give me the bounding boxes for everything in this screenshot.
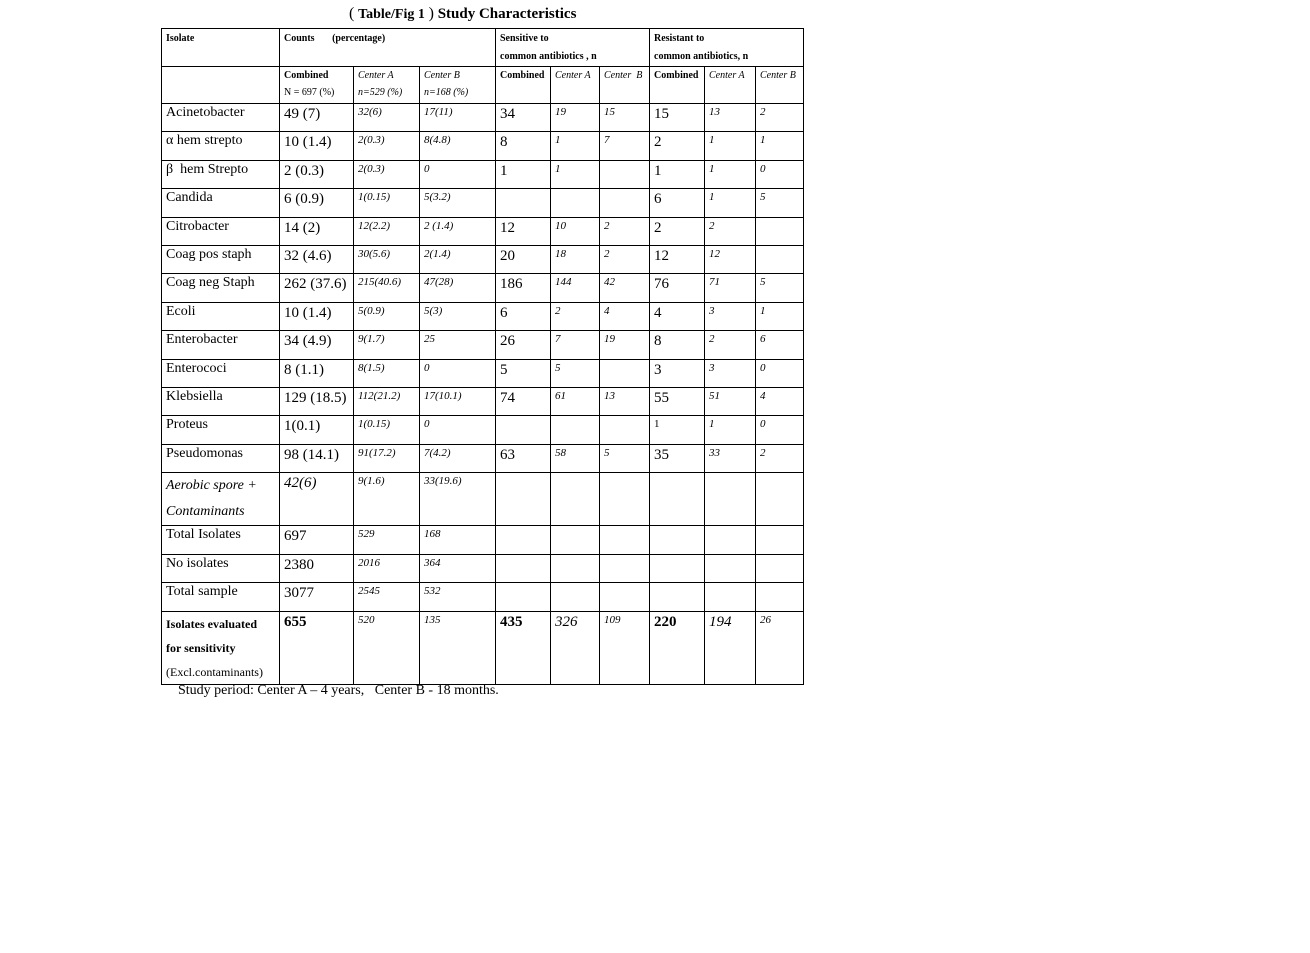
empty-cell bbox=[705, 526, 756, 555]
table-title bbox=[349, 5, 576, 23]
evaluated-line3: (Excl.contaminants) bbox=[166, 664, 263, 679]
sensitive-combined: 34 bbox=[496, 104, 551, 132]
sensitive-center-a: 7 bbox=[551, 331, 600, 359]
isolate-name: Acinetobacter bbox=[162, 104, 280, 132]
header-combined-label: Combined bbox=[284, 70, 329, 81]
isolate-name: α hem strepto bbox=[162, 132, 280, 160]
sensitive-center-a: 1 bbox=[551, 132, 600, 160]
center-a-count: 32(6) bbox=[354, 104, 420, 132]
sensitive-center-b: 42 bbox=[600, 274, 650, 302]
resistant-center-b: 0 bbox=[756, 416, 804, 444]
table-row bbox=[162, 104, 804, 132]
resistant-center-a: 2 bbox=[705, 331, 756, 359]
sensitive-center-a: 19 bbox=[551, 104, 600, 132]
combined-count: 1(0.1) bbox=[280, 416, 354, 444]
sensitive-combined: 186 bbox=[496, 274, 551, 302]
isolate-name: Pseudomonas bbox=[162, 444, 280, 472]
table-row bbox=[162, 245, 804, 273]
sensitive-combined: 8 bbox=[496, 132, 551, 160]
sensitive-combined: 26 bbox=[496, 331, 551, 359]
title-text: Study Characteristics bbox=[437, 6, 577, 22]
combined-count: 42(6) bbox=[280, 473, 354, 526]
table-row-total bbox=[162, 583, 804, 612]
resistant-combined: 4 bbox=[650, 302, 705, 330]
empty-cell bbox=[650, 583, 705, 612]
resistant-combined: 15 bbox=[650, 104, 705, 132]
combined-count: 6 (0.9) bbox=[280, 189, 354, 217]
combined-count: 697 bbox=[280, 526, 354, 555]
empty-cell bbox=[496, 554, 551, 583]
header-combined-n: N = 697 (%) bbox=[284, 87, 335, 98]
sensitive-center-b: 7 bbox=[600, 132, 650, 160]
isolate-name: β hem Strepto bbox=[162, 160, 280, 188]
center-b-count: 135 bbox=[420, 611, 496, 684]
resistant-center-b: 2 bbox=[756, 444, 804, 472]
empty-cell bbox=[551, 526, 600, 555]
table-row bbox=[162, 189, 804, 217]
center-b-count: 0 bbox=[420, 160, 496, 188]
resistant-combined: 12 bbox=[650, 245, 705, 273]
empty-cell bbox=[600, 554, 650, 583]
center-b-count: 8(4.8) bbox=[420, 132, 496, 160]
resistant-center-a: 12 bbox=[705, 245, 756, 273]
header-resistant-line2: common antibiotics, n bbox=[654, 51, 749, 62]
sensitive-center-a: 144 bbox=[551, 274, 600, 302]
study-characteristics-table bbox=[161, 28, 804, 685]
center-a-count: 112(21.2) bbox=[354, 387, 420, 415]
center-a-count: 2545 bbox=[354, 583, 420, 612]
header-s-combined: Combined bbox=[496, 67, 551, 104]
sensitive-combined bbox=[496, 189, 551, 217]
sensitive-center-b bbox=[600, 160, 650, 188]
empty-cell bbox=[650, 473, 705, 526]
header-sensitive bbox=[496, 29, 650, 67]
footnote: Study period: Center A – 4 years, Center B - 18 months. bbox=[178, 683, 499, 698]
isolate-name: Citrobacter bbox=[162, 217, 280, 245]
evaluated-line1: Isolates evaluated bbox=[166, 616, 257, 631]
resistant-center-b: 26 bbox=[756, 611, 804, 684]
header-r-center-a: Center A bbox=[705, 67, 756, 104]
sensitive-center-b: 2 bbox=[600, 217, 650, 245]
header-combined bbox=[280, 67, 354, 104]
empty-cell bbox=[551, 473, 600, 526]
combined-count: 2380 bbox=[280, 554, 354, 583]
table-row bbox=[162, 217, 804, 245]
isolate-name: Ecoli bbox=[162, 302, 280, 330]
combined-count: 655 bbox=[280, 611, 354, 684]
empty-cell bbox=[756, 554, 804, 583]
header-isolate: Isolate bbox=[162, 29, 280, 67]
header-resistant-line1: Resistant to bbox=[654, 33, 705, 44]
sensitive-center-b: 109 bbox=[600, 611, 650, 684]
header-row-1 bbox=[162, 29, 804, 67]
table-row bbox=[162, 302, 804, 330]
sensitive-center-b: 13 bbox=[600, 387, 650, 415]
center-a-count: 9(1.7) bbox=[354, 331, 420, 359]
center-a-count: 529 bbox=[354, 526, 420, 555]
header-center-b bbox=[420, 67, 496, 104]
header-center-b-n: n=168 (%) bbox=[424, 87, 469, 98]
center-a-count: 91(17.2) bbox=[354, 444, 420, 472]
sensitive-combined: 74 bbox=[496, 387, 551, 415]
center-b-count: 168 bbox=[420, 526, 496, 555]
isolate-name: Proteus bbox=[162, 416, 280, 444]
sensitive-combined: 12 bbox=[496, 217, 551, 245]
sensitive-center-b: 4 bbox=[600, 302, 650, 330]
sensitive-center-a: 10 bbox=[551, 217, 600, 245]
sensitive-combined bbox=[496, 416, 551, 444]
resistant-center-a: 3 bbox=[705, 359, 756, 387]
sensitive-center-b bbox=[600, 189, 650, 217]
resistant-center-a: 3 bbox=[705, 302, 756, 330]
isolate-name: Coag pos staph bbox=[162, 245, 280, 273]
aerobic-line2: Contaminants bbox=[166, 504, 245, 520]
combined-count: 129 (18.5) bbox=[280, 387, 354, 415]
resistant-combined: 2 bbox=[650, 132, 705, 160]
center-b-count: 17(10.1) bbox=[420, 387, 496, 415]
sensitive-combined: 1 bbox=[496, 160, 551, 188]
table-row-total bbox=[162, 526, 804, 555]
empty-cell bbox=[756, 526, 804, 555]
empty-cell bbox=[496, 583, 551, 612]
table-row bbox=[162, 387, 804, 415]
sensitive-center-b bbox=[600, 359, 650, 387]
center-b-count: 364 bbox=[420, 554, 496, 583]
sensitive-center-a: 326 bbox=[551, 611, 600, 684]
center-b-count: 47(28) bbox=[420, 274, 496, 302]
center-a-count: 30(5.6) bbox=[354, 245, 420, 273]
empty-cell bbox=[705, 473, 756, 526]
sensitive-center-b bbox=[600, 416, 650, 444]
resistant-combined: 220 bbox=[650, 611, 705, 684]
resistant-center-a: 1 bbox=[705, 160, 756, 188]
combined-count: 2 (0.3) bbox=[280, 160, 354, 188]
center-b-count: 0 bbox=[420, 416, 496, 444]
center-a-count: 2(0.3) bbox=[354, 160, 420, 188]
empty-cell bbox=[600, 473, 650, 526]
center-a-count: 520 bbox=[354, 611, 420, 684]
combined-count: 8 (1.1) bbox=[280, 359, 354, 387]
resistant-combined: 2 bbox=[650, 217, 705, 245]
center-b-count: 2(1.4) bbox=[420, 245, 496, 273]
title-open-paren: ( bbox=[349, 5, 355, 22]
combined-count: 98 (14.1) bbox=[280, 444, 354, 472]
header-r-combined: Combined bbox=[650, 67, 705, 104]
combined-count: 262 (37.6) bbox=[280, 274, 354, 302]
header-r-center-b: Center B bbox=[756, 67, 804, 104]
resistant-center-a: 1 bbox=[705, 132, 756, 160]
combined-count: 49 (7) bbox=[280, 104, 354, 132]
empty-cell bbox=[600, 583, 650, 612]
center-b-count: 33(19.6) bbox=[420, 473, 496, 526]
sensitive-combined: 6 bbox=[496, 302, 551, 330]
table-row bbox=[162, 274, 804, 302]
resistant-center-a: 71 bbox=[705, 274, 756, 302]
empty-cell bbox=[600, 526, 650, 555]
total-label: Total Isolates bbox=[162, 526, 280, 555]
resistant-combined: 8 bbox=[650, 331, 705, 359]
sensitive-center-a bbox=[551, 416, 600, 444]
resistant-combined: 3 bbox=[650, 359, 705, 387]
aerobic-line1: Aerobic spore + bbox=[166, 478, 257, 494]
header-center-a bbox=[354, 67, 420, 104]
title-close-paren: ) bbox=[428, 5, 434, 22]
resistant-combined: 1 bbox=[650, 160, 705, 188]
isolate-name: Enterobacter bbox=[162, 331, 280, 359]
combined-count: 10 (1.4) bbox=[280, 302, 354, 330]
sensitive-combined: 20 bbox=[496, 245, 551, 273]
resistant-combined: 35 bbox=[650, 444, 705, 472]
empty-cell bbox=[705, 583, 756, 612]
table-row bbox=[162, 132, 804, 160]
header-counts: Counts (percentage) bbox=[280, 29, 496, 67]
header-row-2 bbox=[162, 67, 804, 104]
sensitive-combined: 63 bbox=[496, 444, 551, 472]
sensitive-center-a: 61 bbox=[551, 387, 600, 415]
empty-cell bbox=[496, 473, 551, 526]
center-a-count: 215(40.6) bbox=[354, 274, 420, 302]
center-b-count: 5(3.2) bbox=[420, 189, 496, 217]
resistant-center-b: 5 bbox=[756, 189, 804, 217]
evaluated-label bbox=[162, 611, 280, 684]
center-b-count: 2 (1.4) bbox=[420, 217, 496, 245]
empty-cell bbox=[650, 526, 705, 555]
sensitive-center-b: 5 bbox=[600, 444, 650, 472]
sensitive-center-a: 5 bbox=[551, 359, 600, 387]
center-a-count: 2(0.3) bbox=[354, 132, 420, 160]
header-s-center-a: Center A bbox=[551, 67, 600, 104]
table-row-total bbox=[162, 554, 804, 583]
title-table-fig: Table/Fig 1 bbox=[358, 7, 425, 22]
resistant-center-b: 4 bbox=[756, 387, 804, 415]
isolate-name: Candida bbox=[162, 189, 280, 217]
header-center-a-n: n=529 (%) bbox=[358, 87, 403, 98]
empty-cell bbox=[551, 583, 600, 612]
resistant-center-b: 0 bbox=[756, 160, 804, 188]
resistant-center-a: 1 bbox=[705, 416, 756, 444]
header-s-center-b: Center B bbox=[600, 67, 650, 104]
resistant-center-b bbox=[756, 245, 804, 273]
sensitive-center-a: 58 bbox=[551, 444, 600, 472]
resistant-center-b: 6 bbox=[756, 331, 804, 359]
sensitive-center-b: 2 bbox=[600, 245, 650, 273]
center-a-count: 1(0.15) bbox=[354, 416, 420, 444]
center-a-count: 1(0.15) bbox=[354, 189, 420, 217]
resistant-center-b: 5 bbox=[756, 274, 804, 302]
center-b-count: 5(3) bbox=[420, 302, 496, 330]
sensitive-center-b: 19 bbox=[600, 331, 650, 359]
center-b-count: 7(4.2) bbox=[420, 444, 496, 472]
table-row-aerobic bbox=[162, 473, 804, 526]
resistant-combined: 76 bbox=[650, 274, 705, 302]
resistant-center-b: 0 bbox=[756, 359, 804, 387]
table-row bbox=[162, 416, 804, 444]
center-a-count: 2016 bbox=[354, 554, 420, 583]
center-a-count: 8(1.5) bbox=[354, 359, 420, 387]
sensitive-center-a: 1 bbox=[551, 160, 600, 188]
isolate-name: Klebsiella bbox=[162, 387, 280, 415]
empty-cell bbox=[650, 554, 705, 583]
center-a-count: 5(0.9) bbox=[354, 302, 420, 330]
combined-count: 14 (2) bbox=[280, 217, 354, 245]
resistant-center-a: 2 bbox=[705, 217, 756, 245]
isolate-name: Coag neg Staph bbox=[162, 274, 280, 302]
table-row bbox=[162, 331, 804, 359]
sensitive-center-a: 18 bbox=[551, 245, 600, 273]
center-b-count: 17(11) bbox=[420, 104, 496, 132]
sensitive-combined: 435 bbox=[496, 611, 551, 684]
combined-count: 10 (1.4) bbox=[280, 132, 354, 160]
resistant-center-a: 51 bbox=[705, 387, 756, 415]
sensitive-combined: 5 bbox=[496, 359, 551, 387]
total-label: No isolates bbox=[162, 554, 280, 583]
combined-count: 32 (4.6) bbox=[280, 245, 354, 273]
center-a-count: 9(1.6) bbox=[354, 473, 420, 526]
header-empty bbox=[162, 67, 280, 104]
total-label: Total sample bbox=[162, 583, 280, 612]
resistant-center-a: 13 bbox=[705, 104, 756, 132]
empty-cell bbox=[551, 554, 600, 583]
sensitive-center-a: 2 bbox=[551, 302, 600, 330]
empty-cell bbox=[756, 473, 804, 526]
empty-cell bbox=[705, 554, 756, 583]
resistant-center-a: 33 bbox=[705, 444, 756, 472]
table-row bbox=[162, 160, 804, 188]
header-resistant bbox=[650, 29, 804, 67]
center-a-count: 12(2.2) bbox=[354, 217, 420, 245]
table-row bbox=[162, 444, 804, 472]
isolate-name-aerobic bbox=[162, 473, 280, 526]
empty-cell bbox=[756, 583, 804, 612]
resistant-center-a: 1 bbox=[705, 189, 756, 217]
header-sensitive-line1: Sensitive to bbox=[500, 33, 549, 44]
resistant-center-b bbox=[756, 217, 804, 245]
resistant-combined: 1 bbox=[650, 416, 705, 444]
header-center-b-label: Center B bbox=[424, 70, 460, 81]
evaluated-line2: for sensitivity bbox=[166, 640, 236, 655]
sensitive-center-b: 15 bbox=[600, 104, 650, 132]
header-sensitive-line2: common antibiotics , n bbox=[500, 51, 597, 62]
center-b-count: 532 bbox=[420, 583, 496, 612]
resistant-center-b: 2 bbox=[756, 104, 804, 132]
combined-count: 34 (4.9) bbox=[280, 331, 354, 359]
center-b-count: 25 bbox=[420, 331, 496, 359]
header-center-a-label: Center A bbox=[358, 70, 394, 81]
sensitive-center-a bbox=[551, 189, 600, 217]
combined-count: 3077 bbox=[280, 583, 354, 612]
resistant-center-b: 1 bbox=[756, 302, 804, 330]
isolate-name: Enterococi bbox=[162, 359, 280, 387]
resistant-center-a: 194 bbox=[705, 611, 756, 684]
resistant-center-b: 1 bbox=[756, 132, 804, 160]
resistant-combined: 6 bbox=[650, 189, 705, 217]
table-row bbox=[162, 359, 804, 387]
table-row-evaluated bbox=[162, 611, 804, 684]
resistant-combined: 55 bbox=[650, 387, 705, 415]
center-b-count: 0 bbox=[420, 359, 496, 387]
empty-cell bbox=[496, 526, 551, 555]
